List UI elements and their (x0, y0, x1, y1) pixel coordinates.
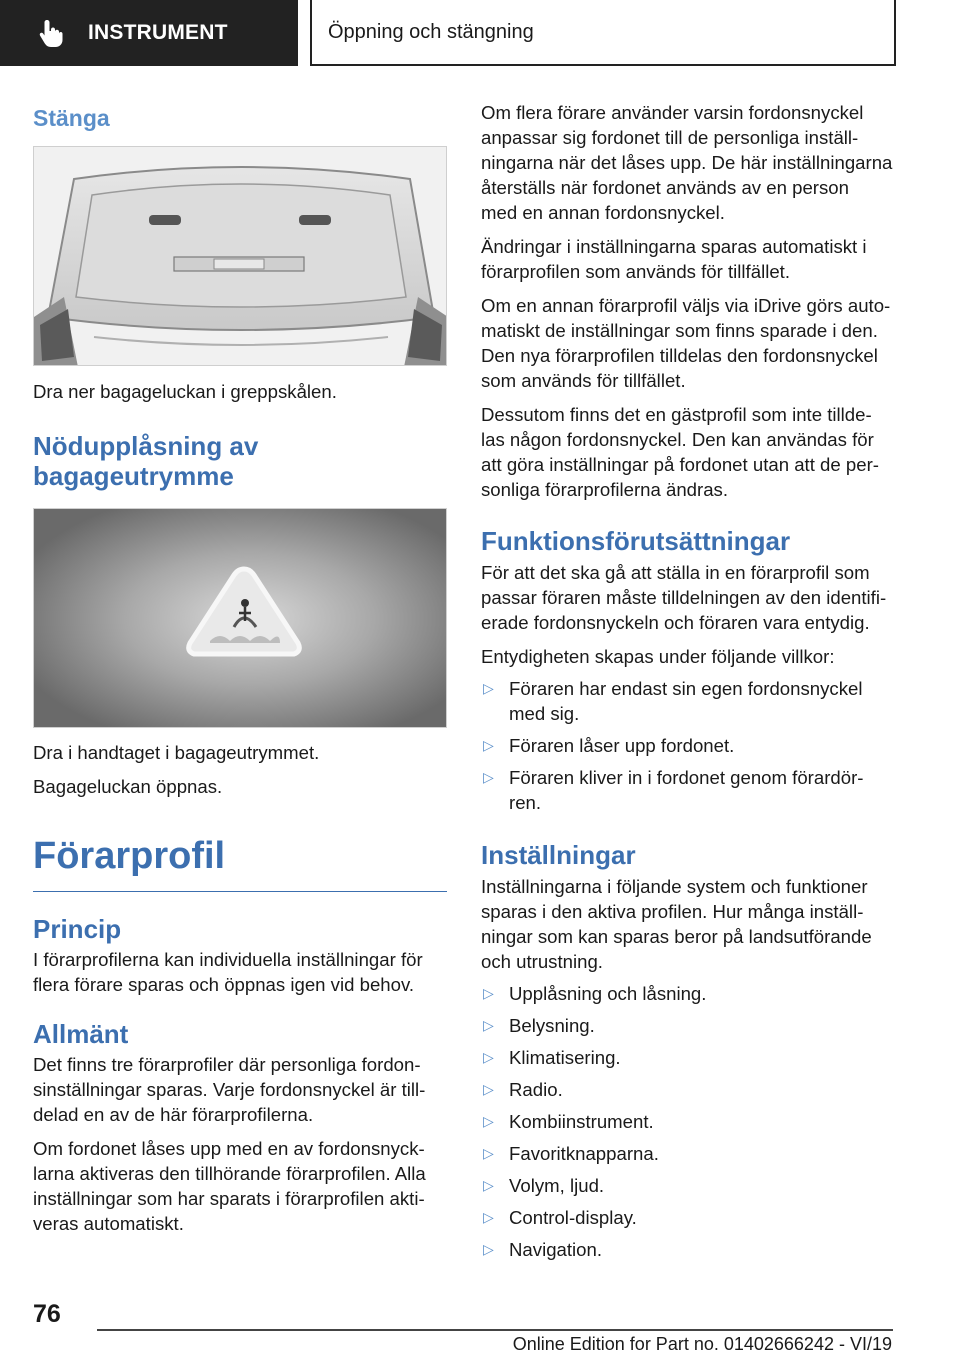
allmant-line: veras automatiskt. (33, 1213, 184, 1234)
text-line: sonliga förarprofilerna ändras. (481, 479, 729, 500)
allmant-line: sinställningar sparas. Varje fordonsnyckel är till‐ (33, 1079, 426, 1100)
funktion-paragraph-1 (481, 560, 897, 635)
handle-caption: Dra i handtaget i bagageutrymmet. (33, 742, 320, 763)
text-line: Om flera förare använder varsin fordonsnyckel (481, 102, 864, 123)
text-line: och utrustning. (481, 951, 603, 972)
bullet-triangle-icon: ▷ (483, 1209, 494, 1225)
allmant-line: inställningar som har sparats i förarprofilen akti‐ (33, 1188, 425, 1209)
text-line: Den nya förarprofilen tilldelas den fordonsnyckel (481, 345, 878, 366)
list-item (481, 765, 897, 815)
forarprofil-heading: Förarprofil (33, 835, 226, 877)
bullet-triangle-icon: ▷ (483, 1145, 494, 1161)
text-line: För att det ska gå att ställa in en förarprofil som (481, 562, 870, 583)
handle-result: Bagageluckan öppnas. (33, 776, 223, 797)
text-line: Inställningarna i följande system och funktioner (481, 876, 868, 897)
text-line: passar föraren måste tilldelningen av den identifi‐ (481, 587, 887, 608)
page-number: 76 (33, 1300, 61, 1328)
edition-footer: Online Edition for Part no. 01402666242 - VI/19 (512, 1334, 892, 1354)
bullet-triangle-icon: ▷ (483, 1081, 494, 1097)
text-line: förarprofilen som används för tillfället. (481, 261, 791, 282)
allmant-line: Det finns tre förarprofiler där personliga fordon‐ (33, 1054, 421, 1075)
text-line: med en annan fordonsnyckel. (481, 202, 725, 223)
allmant-line: Om fordonet låses upp med en av fordonsnyck‐ (33, 1138, 425, 1159)
text-line: anpassar sig fordonet till de personliga inställ‐ (481, 127, 859, 148)
chapter-title: Öppning och stängning (328, 20, 534, 43)
text-line: sparas i den aktiva profilen. Hur många inställ‐ (481, 901, 864, 922)
list-item-text: Föraren låser upp fordonet. (509, 735, 735, 756)
list-item (481, 1205, 897, 1230)
text-line: las någon fordonsnyckel. Den kan användas för (481, 429, 874, 450)
allmant-heading: Allmänt (33, 1019, 129, 1049)
text-line: ningarna när det låses upp. De här inställningarna (481, 152, 893, 173)
list-item-text: Klimatisering. (509, 1047, 621, 1068)
list-item-text: Radio. (509, 1079, 563, 1100)
princip-line: I förarprofilerna kan individuella inställningar för (33, 949, 423, 970)
text-line: som används för tillfället. (481, 370, 686, 391)
list-item-text: Upplåsning och låsning. (509, 983, 707, 1004)
installningar-heading: Inställningar (481, 840, 636, 870)
text-line: ningar som kan sparas beror på landsutförande (481, 926, 872, 947)
profiles-paragraph-1 (481, 100, 897, 225)
heading-rule (33, 891, 447, 892)
list-item-text: Control-display. (509, 1207, 637, 1228)
list-item-text: Föraren kliver in i fordonet genom förardör‐ (509, 767, 864, 788)
list-item-text: ren. (509, 792, 542, 813)
profiles-paragraph-2 (481, 234, 897, 284)
bullet-triangle-icon: ▷ (483, 1241, 494, 1257)
nodupplasning-heading (33, 431, 447, 491)
nodupplasning-heading-line2: bagageutrymme (33, 461, 234, 491)
list-item (481, 1109, 897, 1134)
right-column (481, 100, 897, 1262)
bullet-triangle-icon: ▷ (483, 985, 494, 1001)
list-item-text: Belysning. (509, 1015, 595, 1036)
list-item (481, 1237, 897, 1262)
emergency-handle-image (33, 508, 447, 728)
bullet-triangle-icon: ▷ (483, 1177, 494, 1193)
list-item (481, 1045, 897, 1070)
text-line: återställs när fordonet används av en person (481, 177, 849, 198)
list-item (481, 676, 897, 726)
left-column (33, 100, 447, 1236)
list-item-text: Navigation. (509, 1239, 603, 1260)
section-label: INSTRUMENT (88, 21, 228, 44)
list-item (481, 733, 897, 758)
funktion-heading: Funktionsförutsättningar (481, 526, 791, 556)
nodupplasning-heading-line1: Nödupplåsning av (33, 431, 259, 461)
bullet-triangle-icon: ▷ (483, 680, 494, 696)
list-item (481, 1013, 897, 1038)
princip-line: flera förare sparas och öppnas igen vid behov. (33, 974, 415, 995)
bullet-triangle-icon: ▷ (483, 769, 494, 785)
list-item (481, 981, 897, 1006)
list-item-text: Föraren har endast sin egen fordonsnyckel (509, 678, 863, 699)
allmant-paragraph-2 (33, 1136, 447, 1236)
princip-text (33, 947, 447, 997)
text-line: erade fordonsnyckeln och föraren vara entydig. (481, 612, 870, 633)
trunk-lid-image (33, 146, 447, 366)
allmant-paragraph-1 (33, 1052, 447, 1127)
bullet-triangle-icon: ▷ (483, 1049, 494, 1065)
text-line: Om en annan förarprofil väljs via iDrive görs auto‐ (481, 295, 891, 316)
bullet-triangle-icon: ▷ (483, 1017, 494, 1033)
allmant-line: larna aktiveras den tillhörande förarprofilen. Alla (33, 1163, 426, 1184)
hand-pointer-icon (34, 16, 68, 50)
profiles-paragraph-3 (481, 293, 897, 393)
list-item (481, 1077, 897, 1102)
conditions-list (481, 676, 897, 815)
list-item (481, 1173, 897, 1198)
text-line: matiskt de inställningar som finns sparade i den. (481, 320, 878, 341)
funktion-paragraph-2: Entydigheten skapas under följande villkor: (481, 646, 835, 667)
section-tab (0, 0, 298, 66)
stanga-caption: Dra ner bagageluckan i greppskålen. (33, 381, 337, 402)
list-item (481, 1141, 897, 1166)
princip-heading: Princip (33, 914, 122, 944)
list-item-text: med sig. (509, 703, 580, 724)
chapter-header (310, 0, 896, 66)
stanga-heading: Stänga (33, 105, 110, 131)
list-item-text: Kombiinstrument. (509, 1111, 654, 1132)
bullet-triangle-icon: ▷ (483, 737, 494, 753)
systems-list (481, 981, 897, 1262)
installningar-paragraph (481, 874, 897, 974)
footer-rule (97, 1329, 893, 1331)
text-line: Dessutom finns det en gästprofil som inte tillde‐ (481, 404, 872, 425)
bullet-triangle-icon: ▷ (483, 1113, 494, 1129)
list-item-text: Favoritknapparna. (509, 1143, 659, 1164)
text-line: att göra inställningar på fordonet utan att de per‐ (481, 454, 879, 475)
list-item-text: Volym, ljud. (509, 1175, 605, 1196)
profiles-paragraph-4 (481, 402, 897, 502)
text-line: Ändringar i inställningarna sparas automatiskt i (481, 236, 867, 257)
allmant-line: delad en av de här förarprofilerna. (33, 1104, 314, 1125)
